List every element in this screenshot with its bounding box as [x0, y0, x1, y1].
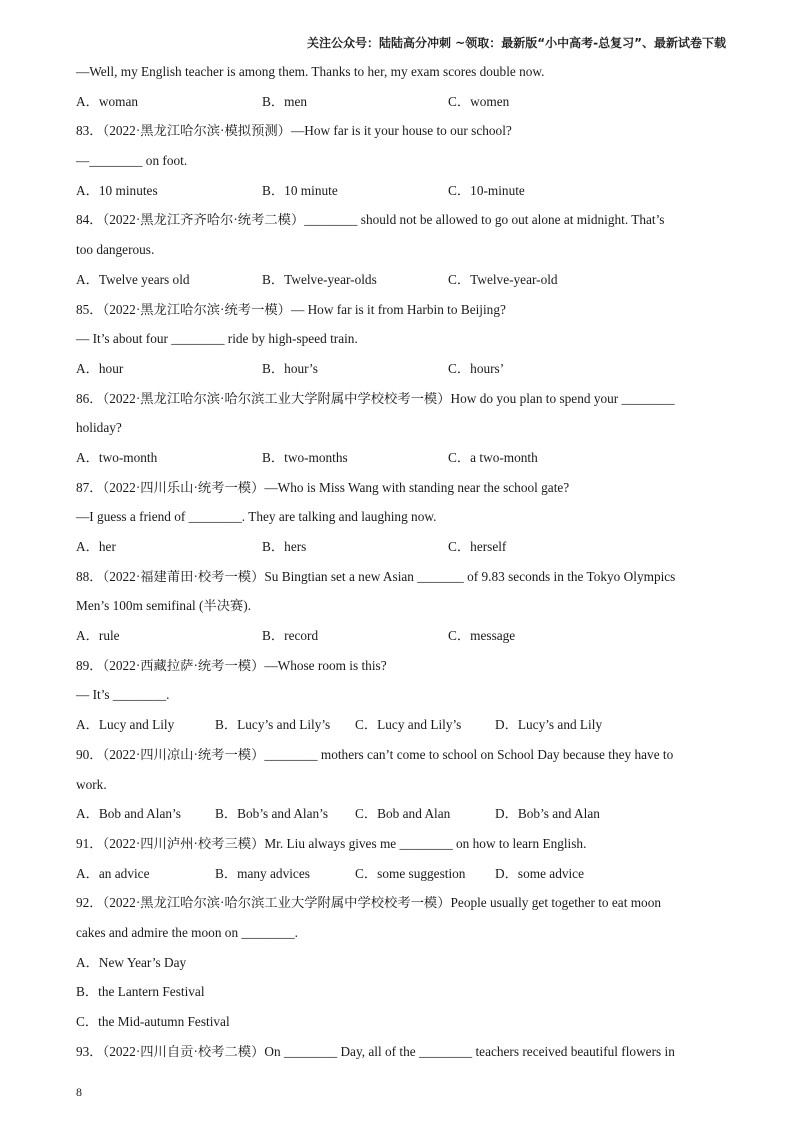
option-a: A．an advice [76, 865, 150, 881]
option-a: A．her [76, 539, 116, 554]
question-87-answer: —I guess a friend of ________. They are talking and laughing now. [76, 509, 437, 525]
option-b: B．Lucy’s and Lily’s [215, 717, 331, 733]
page-header: 关注公众号：陆陆高分冲刺 ~领取：最新版“小中高考-总复习”、最新试卷下载 [307, 36, 726, 50]
option-a: A．Lucy and Lily [76, 717, 175, 733]
question-84-cont: too dangerous. [76, 242, 155, 258]
option-b: B．Bob’s and Alan’s [215, 806, 329, 822]
question-91-options [76, 862, 724, 892]
intro-options [76, 90, 724, 120]
question-90-options [76, 802, 724, 832]
option-d: D．Lucy’s and Lily [495, 717, 603, 733]
question-83: 83．（2022·黑龙江哈尔滨·模拟预测）—How far is it your house to our school? [76, 123, 512, 139]
question-84: 84．（2022·黑龙江齐齐哈尔·统考二模）________ should not be allowed to go out alone at midnight. That’s [76, 212, 665, 228]
option-a: A．woman [76, 93, 139, 109]
option-b: B．Twelve-year-olds [262, 271, 377, 287]
question-91: 91．（2022·四川泸州·校考三模）Mr. Liu always gives me ________ on how to learn English. [76, 835, 587, 851]
option-c: C．the Mid-autumn Festival [76, 1014, 230, 1029]
option-a: A．Twelve years old [76, 271, 190, 287]
option-c: C．some suggestion [355, 865, 466, 881]
option-d: D．Bob’s and Alan [495, 806, 600, 822]
question-86: 86．（2022·黑龙江哈尔滨·哈尔滨工业大学附属中学校校考一模）How do you plan to spend your ________ [76, 390, 675, 406]
question-89-options [76, 713, 724, 743]
option-c: C．Bob and Alan [355, 806, 451, 822]
question-88: 88．（2022·福建莆田·校考一模）Su Bingtian set a new Asian _______ of 9.83 seconds in the Tokyo Olympics [76, 568, 676, 584]
intro-line: —Well, my English teacher is among them. Thanks to her, my exam scores double now. [76, 64, 545, 79]
option-c: C．Twelve-year-old [448, 271, 558, 287]
option-a: A．Bob and Alan’s [76, 806, 181, 822]
option-c: C．a two-month [448, 449, 538, 465]
question-87-options [76, 535, 724, 565]
question-89: 89．（2022·西藏拉萨·统考一模）—Whose room is this? [76, 657, 387, 673]
option-c: C．message [448, 628, 516, 644]
question-90-cont: work. [76, 776, 107, 792]
question-content [76, 60, 724, 1069]
question-89-answer: — It’s ________. [76, 687, 170, 703]
question-88-cont: Men’s 100m semifinal (半决赛). [76, 598, 252, 614]
option-c: C．herself [448, 539, 507, 554]
page-number: 8 [76, 1085, 82, 1099]
question-92-cont: cakes and admire the moon on ________. [76, 924, 298, 940]
option-b: B．men [262, 93, 308, 109]
option-a: A．two-month [76, 449, 158, 465]
question-85-options [76, 357, 724, 387]
option-c: C．10-minute [448, 182, 525, 198]
option-b: B．hour’s [262, 360, 318, 376]
option-a: A．10 minutes [76, 182, 158, 198]
question-83-options [76, 179, 724, 209]
question-90: 90．（2022·四川凉山·统考一模）________ mothers can’t come to school on School Day because they have to [76, 746, 674, 762]
question-86-options [76, 446, 724, 476]
question-86-cont: holiday? [76, 420, 122, 436]
option-c: C．women [448, 93, 510, 109]
question-93: 93．（2022·四川自贡·校考二模）On ________ Day, all of the ________ teachers received beautiful flowers in [76, 1043, 675, 1059]
option-a: A．New Year’s Day [76, 954, 187, 970]
question-85: 85．（2022·黑龙江哈尔滨·统考一模）— How far is it from Harbin to Beijing? [76, 301, 506, 317]
option-a: A．hour [76, 360, 124, 376]
option-c: C．Lucy and Lily’s [355, 717, 462, 733]
option-c: C．hours’ [448, 360, 505, 376]
question-83-answer: —________ on foot. [76, 153, 188, 169]
option-b: B．10 minute [262, 182, 338, 198]
option-b: B．record [262, 628, 319, 644]
option-a: A．rule [76, 628, 120, 644]
question-88-options [76, 624, 724, 654]
option-b: B．many advices [215, 865, 310, 881]
question-85-answer: — It’s about four ________ ride by high-speed train. [76, 331, 358, 347]
option-b: B．hers [262, 539, 307, 554]
question-87: 87．（2022·四川乐山·统考一模）—Who is Miss Wang with standing near the school gate? [76, 479, 570, 495]
question-84-options [76, 268, 724, 298]
option-b: B．two-months [262, 449, 348, 465]
option-d: D．some advice [495, 865, 584, 881]
option-b: B．the Lantern Festival [76, 984, 205, 1000]
question-92: 92．（2022·黑龙江哈尔滨·哈尔滨工业大学附属中学校校考一模）People usually get together to eat moon [76, 895, 662, 911]
